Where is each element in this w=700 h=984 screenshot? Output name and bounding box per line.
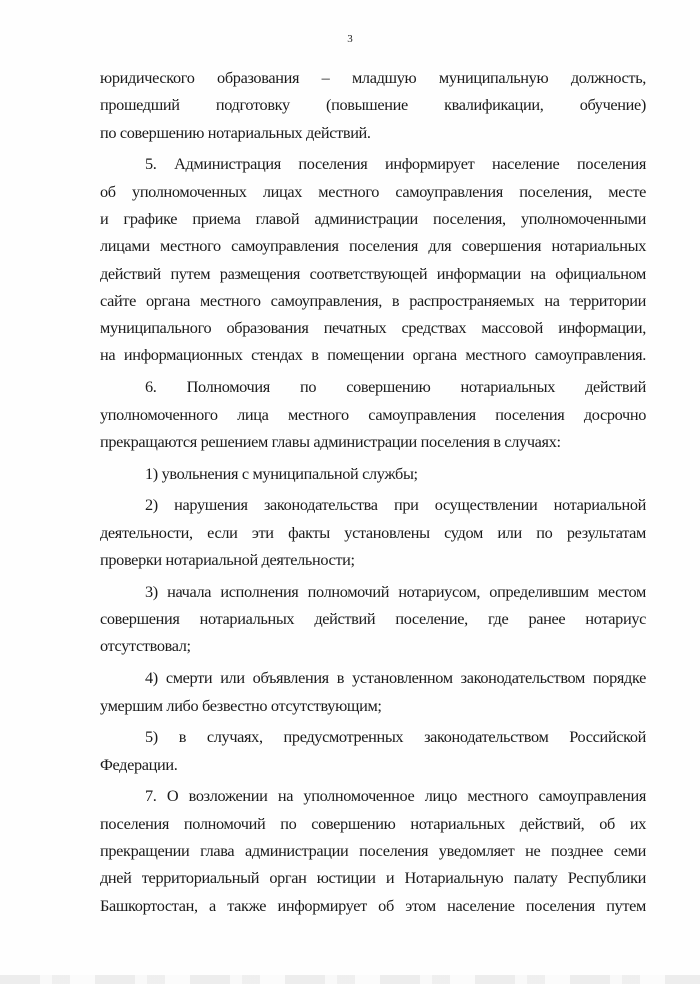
text-line: умершим либо безвестно отсутствующим; [100, 695, 382, 715]
paragraph-6 [100, 373, 646, 455]
paragraph-7 [100, 782, 646, 918]
text-line: уполномоченного лица местного самоуправления поселения досрочно [100, 404, 646, 424]
list-item-3 [100, 578, 646, 660]
text-line: прекращаются решением главы администрации поселения в случаях: [100, 431, 561, 451]
text-line: по совершению нотариальных действий. [100, 122, 371, 142]
text-line: совершения нотариальных действий поселение, где ранее нотариус [100, 609, 646, 629]
document-body [100, 64, 646, 919]
list-item-1 [100, 460, 646, 487]
page-number: 3 [347, 33, 353, 45]
text-line: поселения полномочий по совершению нотариальных действий, об их [100, 813, 646, 833]
paragraph-continuation [100, 64, 646, 146]
text-line: деятельности, если эти факты установлены судом или по результатам [100, 522, 646, 542]
scan-edge-artifact [0, 975, 700, 984]
text-line: отсутствовал; [100, 636, 191, 656]
text-line: 1) увольнения с муниципальной службы; [145, 463, 418, 483]
text-line: муниципального образования печатных средствах массовой информации, [100, 318, 646, 338]
list-item-2 [100, 491, 646, 573]
text-line: и графике приема главой администрации поселения, уполномоченными [100, 208, 646, 228]
text-line: лицами местного самоуправления поселения для совершения нотариальных [100, 236, 646, 256]
text-line: об уполномоченных лицах местного самоуправления поселения, месте [100, 181, 646, 201]
text-line: прекращении глава администрации поселения уведомляет не позднее семи [100, 841, 646, 861]
text-line: проверки нотариальной деятельности; [100, 550, 355, 570]
text-line: 5. Администрация поселения информирует население поселения [145, 154, 646, 174]
text-line: дней территориальный орган юстиции и Нотариальную палату Республики [100, 868, 646, 888]
text-line: Башкортостан, а также информирует об этом население поселения путем [100, 895, 646, 915]
text-line: сайте органа местного самоуправления, в распространяемых на территории [100, 290, 646, 310]
text-line: на информационных стендах в помещении органа местного самоуправления. [100, 345, 646, 365]
text-line: 4) смерти или объявления в установленном законодательством порядке [145, 668, 646, 688]
text-line: 3) начала исполнения полномочий нотариусом, определившим местом [145, 581, 646, 601]
paragraph-5 [100, 150, 646, 368]
list-item-5 [100, 723, 646, 778]
text-line: действий путем размещения соответствующей информации на официальном [100, 263, 646, 283]
text-line: прошедший подготовку (повышение квалификации, обучение) [100, 95, 646, 115]
text-line: 7. О возложении на уполномоченное лицо местного самоуправления [145, 786, 646, 806]
text-line: 2) нарушения законодательства при осуществлении нотариальной [145, 495, 646, 515]
text-line: 6. Полномочия по совершению нотариальных действий [145, 377, 646, 397]
text-line: 5) в случаях, предусмотренных законодательством Российской [145, 727, 646, 747]
text-line: юридического образования – младшую муниципальную должность, [100, 68, 646, 87]
text-line: Федерации. [100, 754, 178, 774]
list-item-4 [100, 664, 646, 719]
